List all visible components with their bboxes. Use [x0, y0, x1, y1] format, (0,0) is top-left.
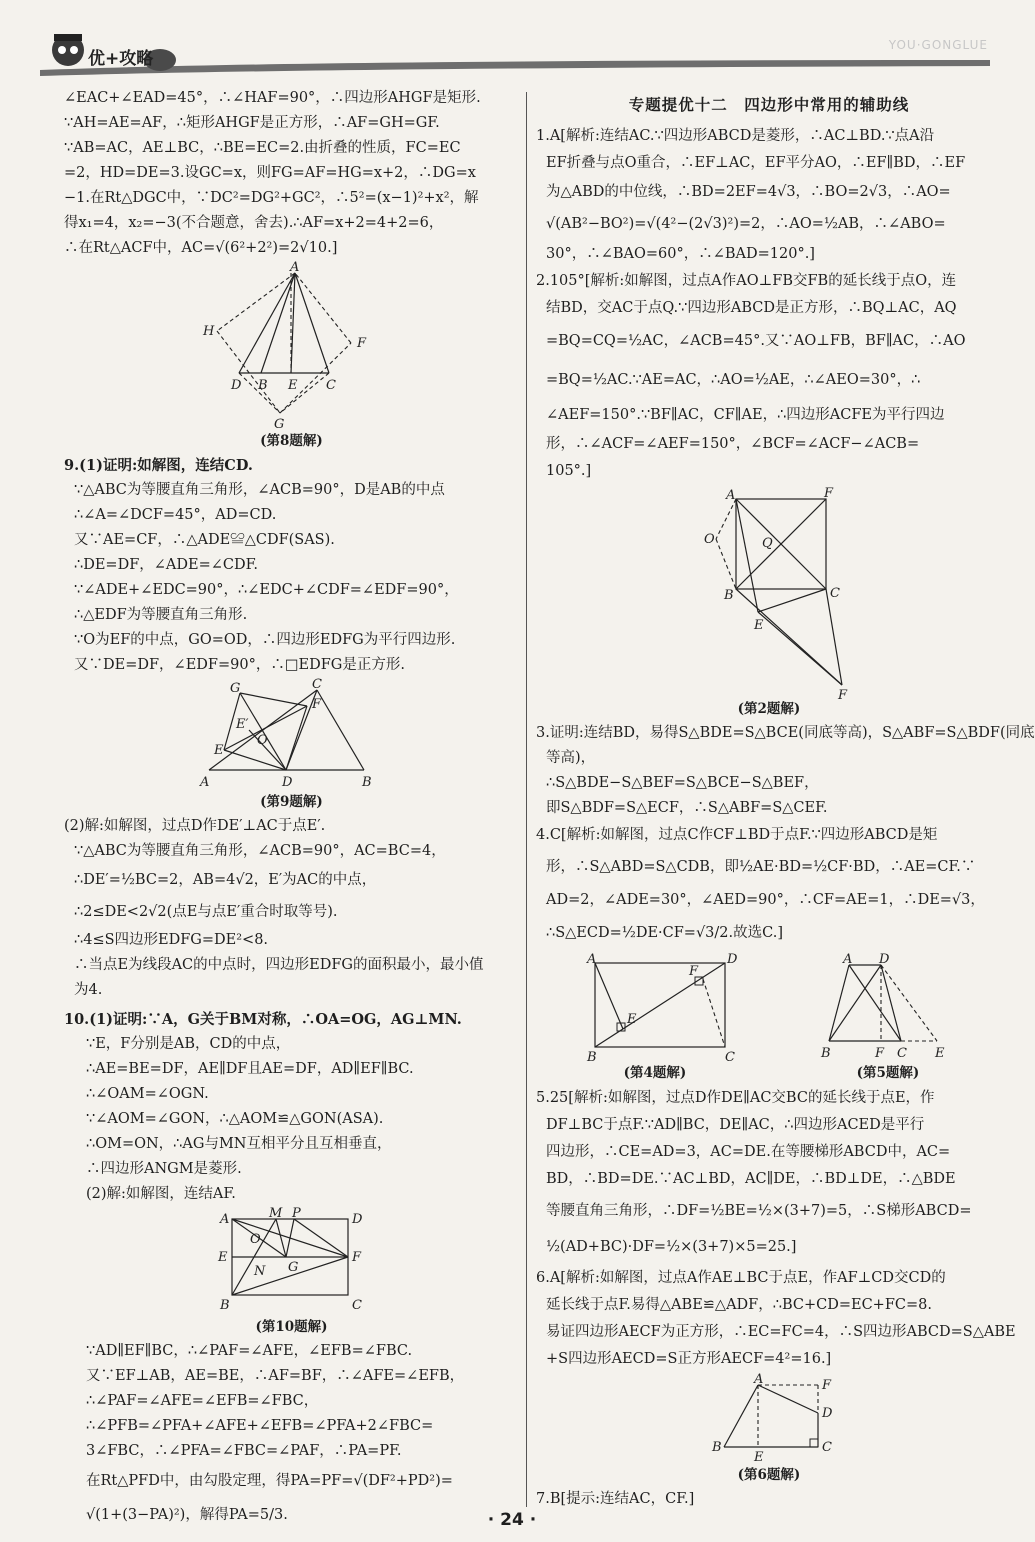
- point-label: B: [724, 588, 734, 603]
- page-number: · 24 ·: [487, 1510, 537, 1530]
- point-label: E: [288, 378, 298, 393]
- point-label: F: [875, 1046, 885, 1061]
- text-line: 3.证明:连结BD，易得S△BDE=S△BCE(同底等高)，S△ABF=S△BDF(同底: [536, 725, 1035, 741]
- point-label: A: [220, 1212, 230, 1227]
- text-line: 30°，∴∠BAO=60°，∴∠BAD=120°.]: [546, 246, 815, 262]
- text-line: ∴∠A=∠DCF=45°，AD=CD.: [74, 507, 277, 523]
- text-line: 又∵AE=CF，∴△ADE≌△CDF(SAS).: [74, 532, 335, 548]
- point-label: O: [704, 532, 715, 547]
- text-line: =BQ=½AC.∵AE=AC，∴AO=½AE，∴∠AEO=30°，∴: [546, 372, 921, 388]
- text-line: 等高)，: [546, 750, 596, 766]
- figure-q8: [64, 260, 519, 451]
- text-line: ∴AE=BE=DF，AE∥DF且AE=DF，AD∥EF∥BC.: [86, 1061, 414, 1077]
- q7-solution: 7.B[提示:连结AC，CF.]: [536, 1491, 695, 1507]
- text-line: EF折叠与点O重合，∴EF⊥AC，EF平分AO，∴EF∥BD，∴EF: [546, 155, 966, 171]
- text-line: (2)解:如解图，过点D作DE′⊥AC于点E′.: [64, 818, 326, 834]
- figure-q2: [536, 487, 1002, 719]
- point-label: E: [218, 1250, 228, 1265]
- point-label: A: [726, 488, 736, 503]
- text-line: ∴∠PAF=∠AFE=∠EFB=∠FBC，: [86, 1393, 319, 1409]
- text-line: ∵∠AOM=∠GON，∴△AOM≌△GON(ASA).: [86, 1111, 384, 1127]
- right-column: [536, 86, 1035, 1512]
- point-label: B: [587, 1050, 597, 1065]
- text-line: =BQ=CQ=½AC，∠ACB=45°.又∵AO⊥FB，BF∥AC，∴AO: [546, 333, 966, 349]
- text-line: ∵O为EF的中点，GO=OD，∴四边形EDFG为平行四边形.: [74, 632, 456, 648]
- text-line: 易证四边形AECF为正方形，∴EC=FC=4，∴S四边形ABCD=S△ABE: [546, 1324, 1016, 1340]
- text-line: √(1+(3−PA)²)，解得PA=5/3.: [86, 1507, 288, 1523]
- text-line: 5.25[解析:如解图，过点D作DE∥AC交BC的延长线于点E，作: [536, 1090, 935, 1106]
- q5-solution: [536, 1085, 1002, 1265]
- q10-part1: [64, 1007, 519, 1207]
- text-line: =2，HD=DE=3.设GC=x，则FG=AF=HG=x+2，∴DG=x: [64, 165, 476, 181]
- text-line: 又∵EF⊥AB，AE=BE，∴AF=BF，∴∠AFE=∠EFB，: [86, 1368, 465, 1384]
- left-column: [64, 86, 519, 1532]
- figure-q4: [575, 952, 738, 1083]
- fig2-diagram: [536, 486, 1002, 703]
- text-line: 形，∴S△ABD=S△CDB，即½AE·BD=½CF·BD，∴AE=CF.∵: [546, 859, 976, 875]
- q1-solution: [536, 123, 1002, 268]
- text-line: DF⊥BC于点F.∵AD∥BC，DE∥AC，∴四边形ACED是平行: [546, 1117, 925, 1133]
- point-label: E: [754, 1450, 764, 1465]
- q8-solution: [64, 86, 519, 261]
- figure-q5: [813, 953, 963, 1083]
- header-watermark: YOU·GONGLUE: [888, 38, 988, 52]
- text-line: 四边形，∴CE=AD=3，AC=DE.在等腰梯形ABCD中，AC=: [546, 1144, 951, 1160]
- point-label: F: [824, 486, 834, 501]
- point-label: B: [362, 775, 372, 790]
- point-label: O: [250, 1232, 261, 1247]
- point-label: P: [292, 1206, 301, 1221]
- point-label: C: [725, 1050, 735, 1065]
- text-line: ∴2≤DE<2√2(点E与点E′重合时取等号).: [74, 904, 338, 920]
- point-label: G: [288, 1260, 299, 1275]
- point-label: A: [200, 775, 210, 790]
- text-line: 延长线于点F.易得△ABE≌△ADF，∴BC+CD=EC+FC=8.: [546, 1297, 932, 1313]
- figure-caption: (第9题解): [260, 794, 323, 810]
- header-banner: [0, 0, 1024, 84]
- text-line: 9.(1)证明:如解图，连结CD.: [64, 457, 253, 474]
- point-label: F: [822, 1378, 832, 1393]
- text-line: ∴在Rt△ACF中，AC=√(6²+2²)=2√10.]: [64, 240, 338, 256]
- point-label: F: [312, 697, 322, 712]
- point-label: G: [230, 681, 241, 696]
- text-line: AD=2，∠ADE=30°，∠AED=90°，∴CF=AE=1，∴DE=√3，: [546, 892, 985, 908]
- text-line: 2.105°[解析:如解图，过点A作AO⊥FB交FB的延长线于点O，连: [536, 273, 957, 289]
- point-label: B: [821, 1046, 831, 1061]
- point-label: C: [326, 378, 336, 393]
- point-label: N: [254, 1264, 266, 1279]
- text-line: ∴DE′=½BC=2，AB=4√2，E′为AC的中点，: [74, 872, 377, 888]
- text-line: ∴∠PFB=∠PFA+∠AFE+∠EFB=∠PFA+2∠FBC=: [86, 1418, 434, 1434]
- point-label: F: [838, 688, 848, 703]
- q4-solution: [536, 821, 1002, 951]
- text-line: 4.C[解析:如解图，过点C作CF⊥BD于点F.∵四边形ABCD是矩: [536, 827, 938, 843]
- point-label: A: [290, 260, 300, 275]
- text-line: BD，∴BD=DE.∵AC⊥BD，AC∥DE，∴BD⊥DE，∴△BDE: [546, 1171, 956, 1187]
- point-label: E′: [236, 717, 249, 732]
- text-line: 形，∴∠ACF=∠AEF=150°，∠BCF=∠ACF−∠ACB=: [546, 436, 920, 452]
- point-label: F: [352, 1250, 362, 1265]
- text-line: ∠AEF=150°.∵BF∥AC，CF∥AE，∴四边形ACFE为平行四边: [546, 407, 945, 423]
- figure-caption: (第8题解): [260, 433, 323, 449]
- point-label: C: [822, 1440, 832, 1455]
- point-label: D: [879, 952, 890, 967]
- point-label: C: [897, 1046, 907, 1061]
- text-line: ∴△EDF为等腰直角三角形.: [74, 607, 248, 623]
- brand-logo: 优+攻略: [88, 49, 154, 69]
- figure-caption: (第2题解): [737, 701, 801, 717]
- text-line: ∴S△BDE−S△BEF=S△BCE−S△BEF，: [546, 775, 819, 791]
- text-line: ∴OM=ON，∴AG与MN互相平分且互相垂直，: [86, 1136, 392, 1152]
- column-divider: [526, 92, 527, 1507]
- point-label: D: [352, 1212, 363, 1227]
- point-label: D: [727, 952, 738, 967]
- point-label: G: [274, 417, 285, 432]
- point-label: C: [312, 677, 322, 692]
- text-line: ∠EAC+∠EAD=45°，∴∠HAF=90°，∴四边形AHGF是矩形.: [64, 90, 481, 106]
- fig10-diagram: [64, 1206, 519, 1317]
- text-line: 即S△BDF=S△ECF，∴S△ABF=S△CEF.: [546, 800, 828, 816]
- fig5-diagram: [813, 953, 963, 1063]
- point-label: F: [689, 964, 699, 979]
- text-line: −1.在Rt△DGC中，∵DC²=DG²+GC²，∴5²=(x−1)²+x²，解: [64, 190, 479, 206]
- text-line: ∵AB=AC，AE⊥BC，∴BE=EC=2.由折叠的性质，FC=EC: [64, 140, 461, 156]
- text-line: ∴∠OAM=∠OGN.: [86, 1086, 209, 1102]
- figure-caption: (第5题解): [856, 1065, 920, 1081]
- text-line: +S四边形AECD=S正方形AECF=4²=16.]: [546, 1351, 832, 1367]
- figure-caption: (第10题解): [255, 1319, 328, 1335]
- point-label: Q: [762, 536, 773, 551]
- page-header: [0, 0, 1024, 84]
- text-line: ∴四边形ANGM是菱形.: [86, 1161, 242, 1177]
- text-line: 10.(1)证明:∵A，G关于BM对称，∴OA=OG，AG⊥MN.: [64, 1011, 462, 1028]
- text-line: ∵∠ADE+∠EDC=90°，∴∠EDC+∠CDF=∠EDF=90°，: [74, 582, 459, 598]
- text-line: ∵△ABC为等腰直角三角形，∠ACB=90°，AC=BC=4，: [74, 843, 446, 859]
- figures-q4-q5: [536, 951, 1002, 1085]
- text-line: (2)解:如解图，连结AF.: [86, 1186, 236, 1202]
- text-line: √(AB²−BO²)=√(4²−(2√3)²)=2，∴AO=½AB，∴∠ABO=: [546, 216, 946, 232]
- text-line: ∴当点E为线段AC的中点时，四边形EDFG的面积最小，最小值: [74, 957, 484, 973]
- q9-part2: [64, 814, 519, 1003]
- point-label: B: [258, 378, 268, 393]
- q10-part2: [64, 1339, 519, 1532]
- point-label: E: [214, 743, 224, 758]
- point-label: B: [712, 1440, 722, 1455]
- q3-solution: [536, 721, 1035, 821]
- point-label: D: [282, 775, 293, 790]
- fig8-diagram: [64, 260, 519, 432]
- point-label: O: [257, 733, 268, 748]
- figure-q6: [536, 1372, 1002, 1485]
- point-label: E: [935, 1046, 945, 1061]
- point-label: A: [754, 1372, 764, 1387]
- text-line: 得x₁=4，x₂=−3(不合题意，舍去).∴AF=x+2=4+2=6，: [64, 215, 444, 231]
- figure-q10: [64, 1206, 519, 1337]
- text-line: 为4.: [74, 982, 103, 998]
- fig9-diagram: [64, 677, 519, 792]
- text-line: ∵△ABC为等腰直角三角形，∠ACB=90°，D是AB的中点: [74, 482, 445, 498]
- q2-solution: [536, 268, 1002, 485]
- text-line: ½(AD+BC)·DF=½×(3+7)×5=25.]: [546, 1239, 797, 1255]
- text-line: 等腰直角三角形，∴DF=½BE=½×(3+7)=5，∴S梯形ABCD=: [546, 1203, 972, 1219]
- point-label: H: [203, 324, 215, 339]
- text-line: 又∵DE=DF，∠EDF=90°，∴□EDFG是正方形.: [74, 657, 405, 673]
- fig6-diagram: [536, 1372, 1002, 1465]
- text-line: ∴DE=DF，∠ADE=∠CDF.: [74, 557, 259, 573]
- point-label: E: [754, 618, 764, 633]
- q9-part1: [64, 453, 519, 678]
- text-line: 为△ABD的中位线，∴BD=2EF=4√3，∴BO=2√3，∴AO=: [546, 184, 951, 200]
- text-line: 1.A[解析:连结AC.∵四边形ABCD是菱形，∴AC⊥BD.∵点A沿: [536, 128, 935, 144]
- figure-caption: (第6题解): [737, 1467, 801, 1483]
- point-label: C: [352, 1298, 362, 1313]
- text-line: ∴S△ECD=½DE·CF=√3/2.故选C.]: [546, 925, 783, 941]
- figure-q9: [64, 677, 519, 812]
- text-line: ∴4≤S四边形EDFG=DE²<8.: [74, 932, 269, 948]
- section-title: 专题提优十二 四边形中常用的辅助线: [628, 95, 910, 114]
- text-line: 3∠FBC，∴∠PFA=∠FBC=∠PAF，∴PA=PF.: [86, 1443, 402, 1459]
- point-label: A: [587, 952, 597, 967]
- q6-solution: [536, 1265, 1016, 1373]
- figure-caption: (第4题解): [623, 1065, 687, 1081]
- point-label: D: [822, 1406, 833, 1421]
- point-label: D: [231, 378, 242, 393]
- text-line: ∵E，F分别是AB，CD的中点，: [86, 1036, 291, 1052]
- text-line: 结BD，交AC于点Q.∵四边形ABCD是正方形，∴BQ⊥AC，AQ: [546, 300, 957, 316]
- point-label: C: [830, 586, 840, 601]
- text-line: 105°.]: [546, 463, 592, 479]
- point-label: E: [627, 1012, 637, 1027]
- point-label: M: [269, 1206, 283, 1221]
- text-line: ∵AD∥EF∥BC，∴∠PAF=∠AFE，∠EFB=∠FBC.: [86, 1343, 413, 1359]
- fig4-diagram: [575, 952, 738, 1065]
- text-line: 在Rt△PFD中，由勾股定理，得PA=PF=√(DF²+PD²)=: [86, 1473, 453, 1489]
- point-label: A: [843, 952, 853, 967]
- text-line: ∵AH=AE=AF，∴矩形AHGF是正方形，∴AF=GH=GF.: [64, 115, 440, 131]
- text-line: 6.A[解析:如解图，过点A作AE⊥BC于点E，作AF⊥CD交CD的: [536, 1270, 946, 1286]
- point-label: B: [220, 1298, 230, 1313]
- point-label: F: [357, 336, 367, 351]
